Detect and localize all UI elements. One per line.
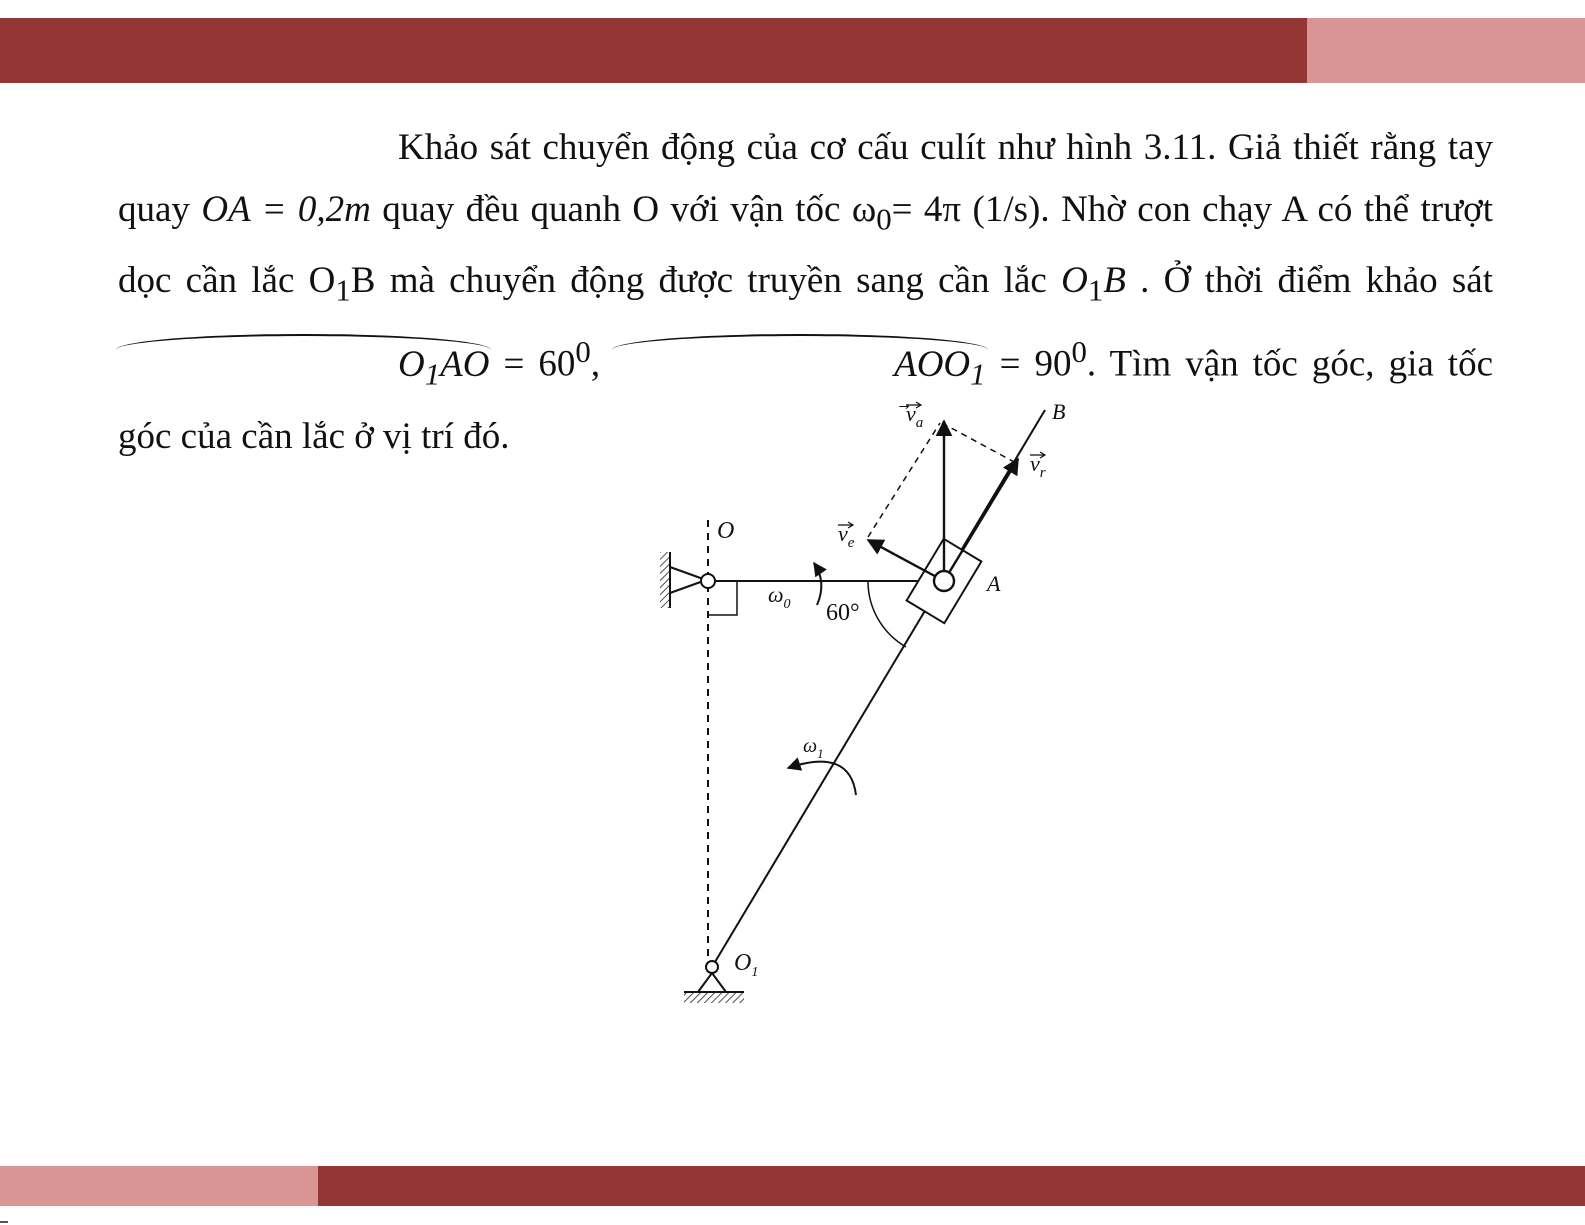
pin-a: [934, 571, 954, 591]
angle-o1ao: $O_1AO$: [118, 334, 489, 406]
label-o1: $O_1$: [734, 950, 759, 980]
footer-bar-dark: [318, 1166, 1585, 1206]
footer-bar-light: [0, 1166, 318, 1206]
label-b: B: [1052, 399, 1066, 424]
label-angle-60: 60°: [826, 600, 860, 626]
pin-o: [701, 574, 715, 588]
wall-support-o: [660, 552, 706, 608]
omega1-arc: [788, 762, 856, 795]
mechanism-diagram: [640, 395, 1100, 1035]
label-o: O: [717, 518, 735, 544]
omega0-arc: [814, 563, 821, 605]
header-bar-dark: [0, 18, 1307, 83]
oa-expression: OA = 0,2m: [201, 188, 371, 230]
dashed-ve-va: [868, 423, 940, 537]
header-bar-light: [1307, 18, 1585, 83]
label-omega1: $\omega_1$: [803, 735, 824, 761]
angle-arc-60: [868, 581, 906, 647]
label-ve: $v_e$: [838, 521, 855, 551]
problem-statement: Khảo sát chuyển động của cơ cấu culít như hình 3.11. Giả thiết rằng tay quay OA = 0,2m quay đều quanh O với vận tốc $\omega_0= 4\pi$ (1/s). Nhờ con chạy A có thể trượt dọc cần lắc $O_1B$ mà chuyển động được truyền sang cần lắc $O_1B$ . Ở thời điểm khảo sát $O_1AO = 60^0$, $AOO_1 = 90^0$. Tìm vận tốc góc, gia tốc góc của cần lắc ở vị trí đó.: [118, 127, 1494, 457]
footer-tick: [0, 1221, 8, 1223]
label-omega0: $\omega_0$: [768, 582, 791, 612]
label-va: $v_a$: [906, 401, 924, 431]
label-vr: $v_r$: [1030, 451, 1046, 481]
angle-aoo1: $AOO_1$: [614, 334, 985, 406]
rocker-o1b: [712, 410, 1045, 967]
label-a: A: [987, 571, 1001, 596]
dashed-va-vr: [942, 423, 1016, 463]
